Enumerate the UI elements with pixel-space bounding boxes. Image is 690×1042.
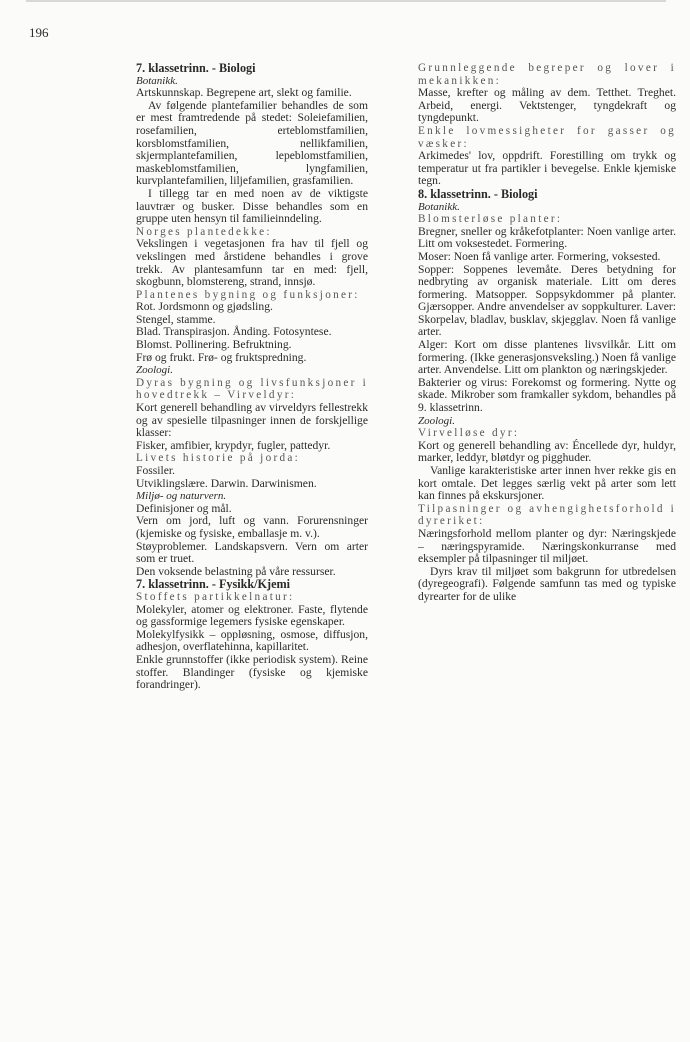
left-column bbox=[136, 62, 368, 692]
list-item: Definisjoner og mål. bbox=[136, 501, 232, 515]
list-item: Støyproblemer. Landskapsvern. Vern om arter som er truet. bbox=[136, 539, 368, 566]
paragraph-gasser-vaesker: Arkimedes' lov, oppdrift. Forestilling om trykk og temperatur ut fra partikler i bevegelse. Enkle kjemiske tegn. bbox=[418, 149, 676, 188]
heading-7-biologi: 7. klassetrinn. - Biologi bbox=[136, 61, 256, 75]
section-heading-mekanikk: Grunnleggende begreper og lover i mekanikken: bbox=[418, 62, 676, 87]
list-item: Stengel, stamme. bbox=[136, 312, 216, 326]
paragraph-mekanikk: Masse, krefter og måling av dem. Tetthet. Treghet. Arbeid, energi. Vektstenger, tyngdekraft og tyngdepunkt. bbox=[418, 86, 676, 125]
subheading-botanikk: Botanikk. bbox=[136, 74, 178, 87]
subheading-zoologi: Zoologi. bbox=[418, 414, 455, 427]
paragraph-lauvtraer: I tillegg tar en med noen av de viktigste lauvtrær og busker. Disse behandles som en gruppe uten hensyn til familieinndeling. bbox=[136, 186, 368, 226]
section-heading-blomsterlose: Blomsterløse planter: bbox=[418, 213, 563, 226]
paragraph-moser: Moser: Noen få vanlige arter. Formering, voksested. bbox=[418, 249, 661, 263]
paragraph-virveldyr: Kort generell behandling av virveldyrs fellestrekk og av spesielle tilpasninger innen de forskjellige klasser: bbox=[136, 401, 368, 440]
paragraph-dyrs-krav: Dyrs krav til miljøet som bakgrunn for utbredelsen (dyregeografi). Følgende samfunn tas med og typiske dyrearter for de ulike bbox=[418, 564, 676, 603]
list-item: Rot. Jordsmonn og gjødsling. bbox=[136, 300, 273, 314]
paragraph-virvellose: Kort og generell behandling av: Éncellede dyr, huldyr, marker, leddyr, bløtdyr og pigghuder. bbox=[418, 438, 676, 465]
paragraph-sopper: Sopper: Soppenes levemåte. Deres betydning for nedbryting av organisk materiale. Litt om deres formering. Matsopper. Soppsykdommer på planter. Gjærsopper. Andre anvendelser av soppkulturer. Laver: Skorpelav, bladlav, busklav, skjegglav. Noen få vanlige arter. bbox=[418, 262, 676, 339]
list-item: Utviklingslære. Darwin. Darwinismen. bbox=[136, 476, 317, 490]
page-number: 196 bbox=[29, 25, 49, 40]
list-item: Molekyler, atomer og elektroner. Faste, flytende og gassformige legemers fysiske egenskaper. bbox=[136, 602, 368, 629]
list-item: Blad. Transpirasjon. Ånding. Fotosyntese. bbox=[136, 325, 332, 339]
list-item: Den voksende belastning på våre ressurser. bbox=[136, 564, 336, 578]
list-item: Frø og frukt. Frø- og fruktspredning. bbox=[136, 350, 307, 364]
section-heading-stoffets-partikkelnatur: Stoffets partikkelnatur: bbox=[136, 590, 295, 603]
list-item: Blomst. Pollinering. Befruktning. bbox=[136, 338, 292, 352]
paragraph-bakterier: Bakterier og virus: Forekomst og formering. Nytte og skade. Mikrober som framkaller sykdom, behandles på 9. klassetrinn. bbox=[418, 375, 676, 415]
paragraph-plantedekke: Vekslingen i vegetasjonen fra hav til fjell og vekslingen med årstidene behandles i grove trekk. Av plantesamfunn tar en med: fjell, skogbunn, blomstereng, strand, innsjø. bbox=[136, 237, 368, 289]
heading-8-biologi: 8. klassetrinn. - Biologi bbox=[418, 186, 538, 201]
paragraph-naeringsforhold: Næringsforhold mellom planter og dyr: Næringskjede – næringspyramide. Næringskonkurranse med eksempler på tilpasninger til miljøet. bbox=[418, 526, 676, 566]
paragraph-artskunnskap: Artskunnskap. Begrepene art, slekt og familie. bbox=[136, 86, 352, 100]
top-rule bbox=[26, 0, 666, 2]
heading-7-fysikk-kjemi: 7. klassetrinn. - Fysikk/Kjemi bbox=[136, 577, 291, 592]
paragraph-alger: Alger: Kort om disse plantenes livsvilkår. Litt om formering. (Ikke generasjonsveksling.) Noen få vanlige arter. Anvendelse. Litt om plankton og næringskjeder. bbox=[418, 338, 676, 377]
section-heading-dyras-bygning: Dyras bygning og livsfunksjoner i hovedtrekk – Virveldyr: bbox=[136, 376, 368, 402]
section-heading-gasser-vaesker: Enkle lovmessigheter for gasser og væsker: bbox=[418, 124, 676, 150]
subheading-miljo: Miljø- og naturvern. bbox=[136, 490, 227, 503]
section-heading-livets-historie: Livets historie på jorda: bbox=[136, 452, 301, 465]
paragraph-vanlige-arter: Vanlige karakteristiske arter innen hver rekke gis en kort omtale. Det legges særlig vekt på arter som lett kan finnes på ekskursjoner. bbox=[418, 464, 676, 503]
subheading-zoologi: Zoologi. bbox=[136, 364, 173, 377]
paragraph-bregner: Bregner, sneller og kråkefotplanter: Noen vanlige arter. Litt om voksestedet. Formering. bbox=[418, 224, 676, 251]
paragraph-klasser: Fisker, amfibier, krypdyr, fugler, pattedyr. bbox=[136, 438, 331, 452]
section-heading-tilpasninger: Tilpasninger og avhengighetsforhold i dyreriket: bbox=[418, 502, 676, 528]
right-column bbox=[418, 62, 676, 604]
section-heading-virvellose: Virvelløse dyr: bbox=[418, 427, 520, 440]
list-item: Vern om jord, luft og vann. Forurensninger (kjemiske og fysiske, emballasje m. v.). bbox=[136, 514, 368, 540]
section-heading-plantedekke: Norges plantedekke: bbox=[136, 225, 272, 238]
list-item: Molekylfysikk – oppløsning, osmose, diffusjon, adhesjon, overflatehinna, kapillaritet. bbox=[136, 627, 368, 654]
subheading-botanikk: Botanikk. bbox=[418, 200, 460, 213]
paragraph-plantefamilier: Av følgende plantefamilier behandles de som er mest framtredende på stedet: Soleiefamilien, rosefamilien, erteblomstfamilien, korsblomstfamilien, nellikfamilien, skjermplantefamilien, lepeblomstfamilien, maskeblomstfamilien, lyngfamilien, kurvplantefamilien, liljefamilien, grasfamilien. bbox=[136, 98, 368, 188]
list-item: Enkle grunnstoffer (ikke periodisk system). Reine stoffer. Blandinger (fysiske og kjemiske forandringer). bbox=[136, 652, 368, 692]
list-item: Fossiler. bbox=[136, 464, 175, 477]
section-heading-bygning: Plantenes bygning og funksjoner: bbox=[136, 288, 360, 301]
